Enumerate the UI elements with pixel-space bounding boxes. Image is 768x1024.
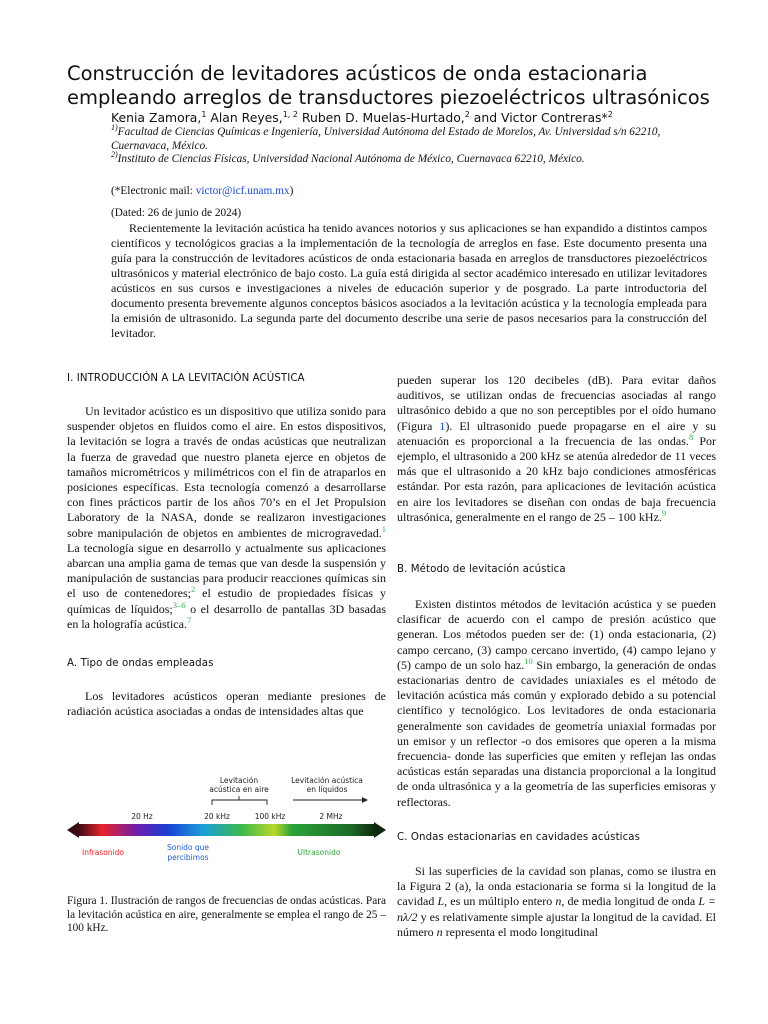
frequency-range-figure (67, 775, 386, 890)
citation-link[interactable]: 7 (186, 614, 192, 625)
email-link[interactable]: victor@icf.unam.mx (195, 185, 290, 197)
tick-label: 20 kHz (204, 812, 230, 821)
arrow-head (362, 797, 368, 803)
right-column-text (397, 373, 716, 525)
range-label-ultrasound: Ultrasonido (297, 848, 341, 857)
author-affiliation-mark: 1 (201, 109, 207, 119)
right-column-text-2 (397, 597, 716, 810)
figure-label: en líquidos (306, 785, 348, 794)
paper-title: Construcción de levitadores acústicos de onda estacionaria empleando arreglos de transductores piezoeléctricos ultrasónicos (67, 62, 710, 109)
tick-label: 20 Hz (131, 812, 153, 821)
spectrum-band (78, 824, 375, 836)
figure-caption: Figura 1. Ilustración de rangos de frecuencias de ondas acústicas. Para la levitación acústica en aire, generalmente se emplea el rango de 25 – 100 kHz. (67, 895, 386, 934)
author-name: Alan Reyes, (206, 110, 283, 125)
figure-label: acústica en aire (209, 785, 269, 794)
email-line: (*Electronic mail: victor@icf.unam.mx) (111, 185, 294, 197)
author-name: Kenia Zamora, (111, 110, 202, 125)
section-heading-A: A. Tipo de ondas empleadas (67, 658, 214, 669)
author-affiliation-mark: 2 (607, 109, 613, 119)
author-affiliation-mark: 2 (464, 109, 470, 119)
spectrum-arrow-right (374, 822, 386, 838)
paragraph: Si las superficies de la cavidad son planas, como se ilustra en la Figura 2 (a), la onda estacionaria se forma si la longitud de la cavidad L, es un múltiplo entero n, de media longitud de onda L = nλ/2 y es relativamente simple ajustar la longitud de la cavidad. El número n representa el modo longitudinal (397, 864, 716, 939)
paragraph: pueden superar los 120 decibeles (dB). Para evitar daños auditivos, se utilizan ondas de frecuencias asociadas al rango ultrasónico debido a que no son perceptibles por el oído humano (Figura 1). El ultrasonido puede propagarse en el aire y su atenuación es proporcional a la frecuencia de las ondas.$^8$ Por ejemplo, el ultrasonido a 200 kHz se atenúa alrededor de 11 veces más que el ultrasonido a 20 kHz bajo condiciones atmosféricas estándar. Por esta razón, para aplicaciones de levitación acústica en aire los levitadores se diseñan con ondas de baja frecuencia ultrasónica, generalmente en el rango de 25 – 100 kHz.$^9$ (397, 373, 716, 524)
affiliation-2 (111, 152, 711, 166)
affiliation-text: Facultad de Ciencias Químicas e Ingeniería, Universidad Autónoma del Estado de Morelos, Av. Universidad s/n 62210, Cuernavaca, México. (111, 126, 661, 152)
paragraph: Existen distintos métodos de levitación acústica y se pueden clasificar de acuerdo con el campo de presión acústico que generan. Los métodos pueden ser de: (1) onda estacionaria, (2) campo cercano, (3) campo cercano invertido, (4) campo lejano y (5) campo de un solo haz.$^{10}$ Sin embargo, la generación de ondas estacionarias dentro de cavidades uniaxiales es el método de levitación acústica más común y explorado debido a su potencial científico y tecnológico. Los levitadores de onda estacionaria generalmente son cavidades de geometría uniaxial formadas por un emisor y un reflector -o dos emisores que operen a la misma frecuencia- donde las superficies que emiten y reflejan las ondas acústicas están separadas una distancia proporcional a la longitud de onda ultrasónica y a la geometría de las superficies emisoras y reflectoras. (397, 597, 717, 809)
range-label-audible: percibimos (167, 853, 209, 862)
section-heading-1: I. INTRODUCCIÓN A LA LEVITACIÓN ACÚSTICA (67, 373, 305, 384)
equation: L = nλ/2 (397, 894, 716, 924)
dated-line: (Dated: 26 de junio de 2024) (111, 207, 242, 219)
bracket (212, 796, 267, 805)
spectrum-arrow-left (67, 822, 79, 838)
left-column-text (67, 404, 386, 632)
figure-ref-link[interactable]: 1 (439, 418, 446, 433)
citation-link[interactable]: 10 (524, 655, 533, 666)
paragraph: Un levitador acústico es un dispositivo que utiliza sonido para suspender objetos en fluidos como el aire. En estos dispositivos, la levitación se logra a través de ondas acústicas que neutralizan la fuerza de gravedad que nuestro planeta ejerce en objetos de tamaños micrométricos y milimétricos con el fin de atraparlos en posiciones específicas. Esta tecnología comenzó a desarrollarse con fines prácticos partir de los años 70’s en el Jet Propulsion Laboratory de la NASA, donde se realizaron investigaciones sobre manipulación de objetos en ambientes de microgravedad.$^1$ La tecnología sigue en desarrollo y actualmente sus aplicaciones abarcan una amplia gama de temas que van desde la suspensión y manipulación de sustancias para producir reacciones químicas sin el uso de contenedores;$^2$ el estudio de propiedades físicas y químicas de líquidos;$^{3-6}$ o el desarrollo de pantallas 3D basadas en la holografía acústica.$^7$ (67, 404, 386, 631)
right-column-text-3 (397, 864, 716, 940)
author-name: Ruben D. Muelas-Hurtado, (297, 110, 465, 125)
paragraph: Los levitadores acústicos operan mediante presiones de radiación acústica asociadas a ondas de intensidades altas que (67, 689, 386, 719)
citation-link[interactable]: 8 (688, 431, 694, 442)
section-heading-C: C. Ondas estacionarias en cavidades acústicas (397, 832, 641, 843)
author-affiliation-mark: 1, 2 (282, 109, 298, 119)
citation-link[interactable]: 9 (661, 507, 667, 518)
section-heading-B: B. Método de levitación acústica (397, 564, 566, 575)
left-column-text-2 (67, 689, 386, 719)
range-label-infrasound: Infrasonido (82, 848, 124, 857)
range-label-audible: Sonido que (166, 843, 210, 852)
affiliation-number: 1) (111, 123, 118, 133)
affiliation-1 (111, 125, 711, 153)
tick-label: 2 MHz (319, 812, 343, 821)
author-list (111, 110, 613, 125)
tick-label: 100 kHz (254, 812, 286, 821)
figure-label: Levitación acústica (291, 776, 363, 785)
citation-link[interactable]: 2 (191, 584, 196, 595)
citation-link[interactable]: 3–6 (172, 599, 186, 610)
figure-label: Levitación (219, 776, 259, 785)
affiliation-text: Instituto de Ciencias Físicas, Universidad Nacional Autónoma de México, Cuernavaca 62210, México. (117, 153, 585, 165)
abstract: Recientemente la levitación acústica ha tenido avances notorios y sus aplicaciones se han expandido a distintos campos científicos y tecnológicos gracias a la implementación de la tecnología de arreglos en fase. Este documento presenta una guía para la construcción de levitadores acústicos de onda estacionaria basada en arreglos de transductores piezoeléctricos ultrasónicos y material electrónico de bajo costo. La guía está dirigida al sector académico interesado en utilizar levitadores acústicos en sus cursos e investigaciones a niveles de educación superior y de posgrado. La parte introductoria del documento presenta brevemente algunos conceptos básicos asociados a la levitación acústica y la tecnología empleada para la emisión de ultrasonido. La segunda parte del documento describe una serie de pasos necesarios para la construcción del levitador. (111, 221, 707, 340)
affiliation-number: 2) (111, 150, 118, 160)
author-name: and Victor Contreras* (469, 110, 608, 125)
citation-link[interactable]: 1 (381, 523, 386, 534)
